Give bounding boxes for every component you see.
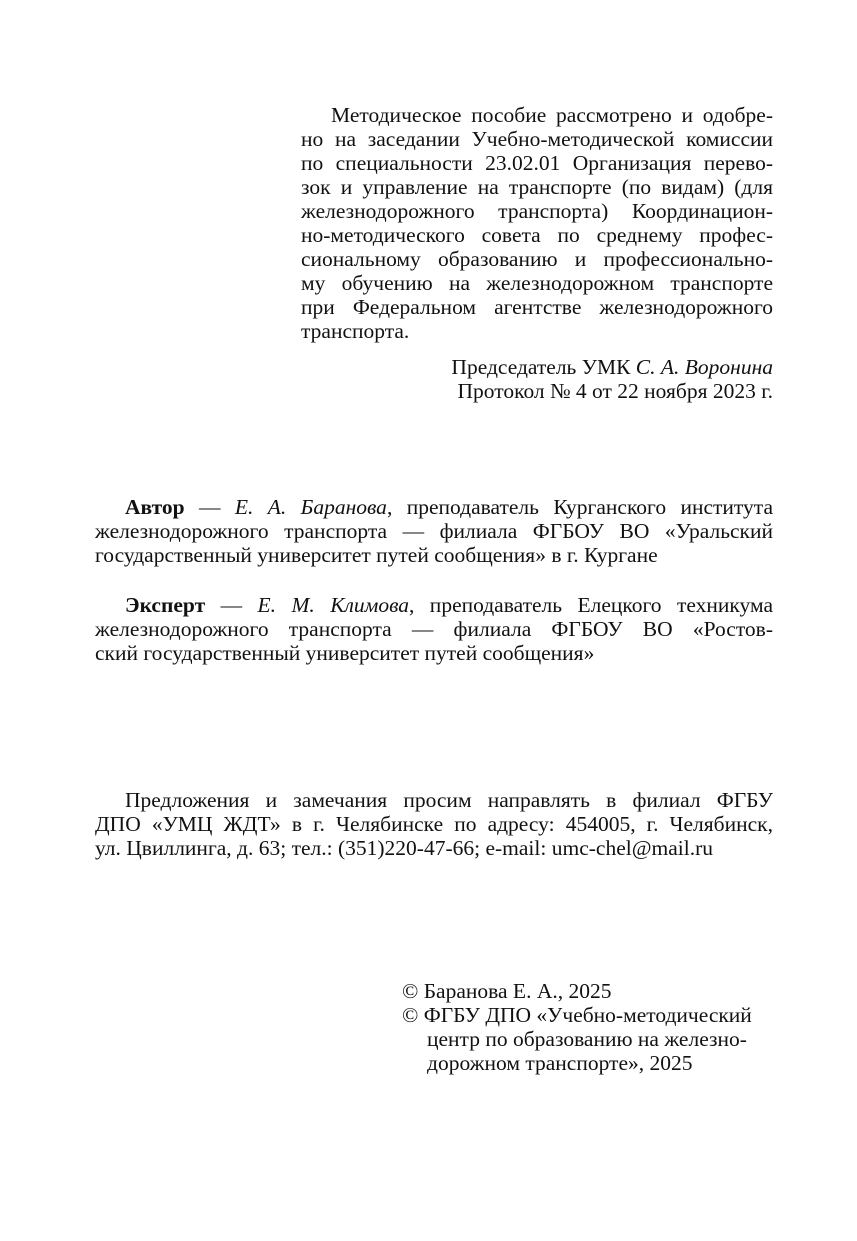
author-line: государственный университет путей сообщения» в г. Кургане xyxy=(95,543,658,567)
expert-role: Эксперт xyxy=(125,593,206,617)
author-name: Е. А. Баранова xyxy=(234,495,387,519)
author-line: железнодорожного транспорта — филиала ФГБОУ ВО «Уральский xyxy=(95,519,773,543)
chair-label: Председатель УМК xyxy=(451,355,636,379)
contacts-line: ул. Цвиллинга, д. 63; тел.: (351)220-47-66; e-mail: umc-chel@mail.ru xyxy=(95,836,714,860)
copyright-block xyxy=(402,979,773,1075)
contacts-line: Предложения и замечания просим направлять в филиал ФГБУ xyxy=(125,788,773,812)
approval-line: сиональному образованию и профессионально- xyxy=(301,247,773,271)
approval-line: по специальности 23.02.01 Организация перево- xyxy=(301,151,773,175)
copyright-line: дорожном транспорте», 2025 xyxy=(427,1051,693,1075)
author-credit xyxy=(95,495,773,567)
author-affiliation: , преподаватель Курганского института xyxy=(386,495,773,519)
approval-line: при Федеральном агентстве железнодорожного xyxy=(301,295,773,319)
protocol-line: Протокол № 4 от 22 ноября 2023 г. xyxy=(457,379,773,403)
approval-line: зок и управление на транспорте (по видам) (для xyxy=(301,175,773,199)
expert-name: Е. М. Климова xyxy=(257,593,409,617)
author-line xyxy=(95,495,773,519)
approval-line: Методическое пособие рассмотрено и одобре- xyxy=(331,103,773,127)
approval-line: но-методического совета по среднему профес- xyxy=(301,223,773,247)
approval-paragraph xyxy=(301,103,773,343)
contacts-line: ДПО «УМЦ ЖДТ» в г. Челябинске по адресу: 454005, г. Челябинск, xyxy=(95,812,773,836)
author-dash: — xyxy=(184,495,235,519)
approval-line: му обучению на железнодорожном транспорте xyxy=(301,271,773,295)
author-role: Автор xyxy=(125,495,185,519)
contacts-paragraph xyxy=(95,788,773,860)
expert-line: ский государственный университет путей сообщения» xyxy=(95,641,595,665)
signature-block xyxy=(380,355,773,403)
expert-credit xyxy=(95,593,773,665)
approval-line: транспорта. xyxy=(301,319,410,343)
copyright-line: © Баранова Е. А., 2025 xyxy=(402,979,612,1003)
approval-line: но на заседании Учебно-методической комиссии xyxy=(301,127,773,151)
expert-line: железнодорожного транспорта — филиала ФГБОУ ВО «Ростов- xyxy=(95,617,773,641)
copyright-line: © ФГБУ ДПО «Учебно-методический xyxy=(402,1003,752,1027)
chair-name: С. А. Воронина xyxy=(635,355,773,379)
expert-dash: — xyxy=(205,593,258,617)
chair-line xyxy=(380,355,773,379)
expert-affiliation: , преподаватель Елецкого техникума xyxy=(409,593,773,617)
approval-line: железнодорожного транспорта) Координацион- xyxy=(301,199,773,223)
expert-line xyxy=(95,593,773,617)
copyright-line: центр по образованию на железно- xyxy=(427,1027,747,1051)
